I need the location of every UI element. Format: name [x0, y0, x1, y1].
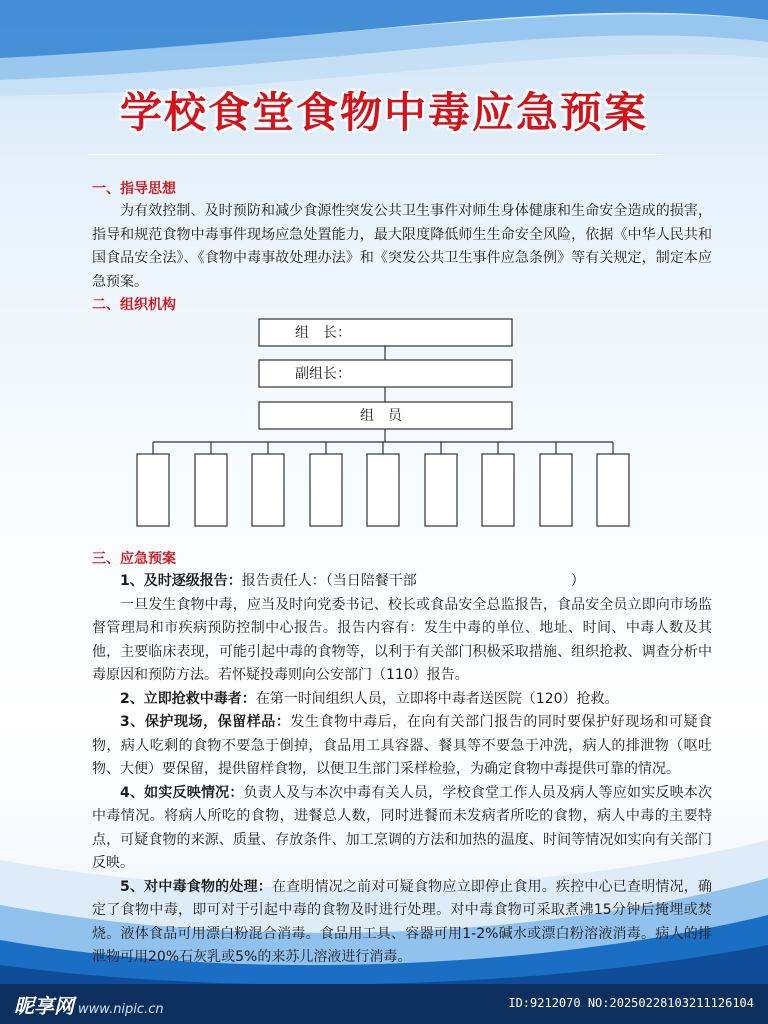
plan-item-1: 1、及时逐级报告：报告责任人：（当日陪餐干部 ）: [120, 573, 585, 589]
plan-item-1-detail: 一旦发生食物中毒，应当及时向党委书记、校长或食品安全总监报告，食品安全员立即向市场监督管理局和市疾病预防控制中心报告。报告内容有：发生中毒的单位、地址、时间、中毒人数及其他，主要临床表现，可能引起中毒的食物等，以利于有关部门积极采取措施、组织抢救、调查分析中毒原因和预防方法。若怀疑投毒则向公安部门（110）报告。: [92, 596, 712, 683]
site-logo: 昵享网 www.nipic.cn: [14, 994, 164, 1018]
member-slot-5: [367, 454, 399, 526]
member-slot-4: [310, 454, 342, 526]
section-guide-heading: 一、指导思想: [92, 181, 176, 197]
member-slot-6: [425, 454, 457, 526]
org-chart-lines: [92, 316, 712, 548]
plan-item-5: 5、对中毒食物的处理：在查明情况之前对可疑食物应立即停止食用。疾控中心已查明情况，确定了食物中毒，即可对于引起中毒的食物及时进行处理。对中毒食物可采取煮沸15分钟后掩埋或焚烧。液体食品可用漂白粉混合消毒。食品用工具、容器可用1-2%碱水或漂白粉溶液消毒。病人的排泄物可用20%石灰乳或5%的来苏儿溶液进行消毒。: [92, 878, 713, 965]
plan-item-4: 4、如实反映情况：负责人及与本次中毒有关人员，学校食堂工作人员及病人等应如实反映本次中毒情况。将病人所吃的食物，进餐总人数，同时进餐而未发病者所吃的食物，病人中毒的主要特点，可疑食物的来源、质量、存放条件、加工烹调的方法和加热的温度、时间等情况如实向有关部门反映。: [92, 784, 712, 871]
member-slot-3: [252, 454, 284, 526]
section-plan-heading: 三、应急预案: [92, 551, 176, 567]
section-guide-text: 为有效控制、及时预防和减少食源性突发公共卫生事件对师生身体健康和生命安全造成的损害，指导和规范食物中毒事件现场应急处置能力，最大限度降低师生生命安全风险，依据《中华人民共和国食品安全法》、《食物中毒事故处理办法》和《突发公共卫生事件应急条例》等有关规定，制定本应急预案。: [92, 203, 712, 290]
main-content: [92, 178, 712, 970]
image-id: ID:9212070 NO:20250228103211126104: [508, 996, 754, 1010]
plan-item-2: 2、立即抢救中毒者：在第一时间组织人员，立即将中毒者送医院（120）抢救。: [120, 690, 619, 707]
section-org-heading: 二、组织机构: [92, 297, 176, 313]
member-slot-7: [482, 454, 514, 526]
member-slot-2: [195, 454, 227, 526]
page-title: 学校食堂食物中毒应急预案: [119, 88, 648, 137]
member-slot-9: [597, 454, 629, 526]
site-url: www.nipic.cn: [78, 1002, 164, 1017]
members-label: 组 员: [360, 408, 402, 424]
member-slot-8: [540, 454, 572, 526]
plan-item-3: 3、保护现场，保留样品：发生食物中毒后，在向有关部门报告的同时要保护好现场和可疑食物，病人吃剩的食物不要急于倒掉，食品用工具容器、餐具等不要急于冲洗，病人的排泄物（呕吐物、大便）要保留，提供留样食物，以便卫生部门采样检验，为确定食物中毒提供可靠的情况。: [92, 714, 712, 777]
leader-label: 组 长：: [295, 325, 351, 341]
org-chart: [92, 316, 712, 548]
vice-leader-label: 副组长：: [295, 366, 351, 382]
member-slot-1: [137, 454, 169, 526]
title-divider: [88, 154, 663, 155]
